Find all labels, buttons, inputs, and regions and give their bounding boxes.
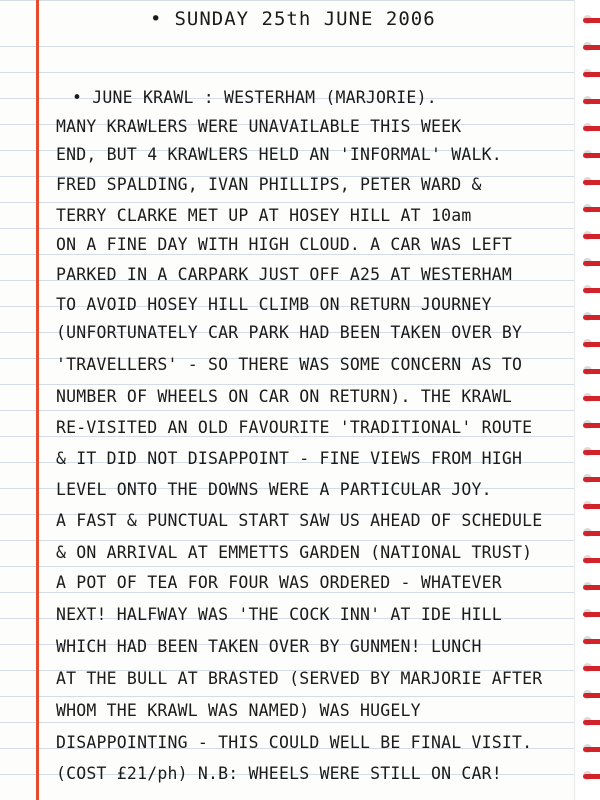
entry-bullet: • bbox=[72, 88, 83, 107]
binding-ring bbox=[583, 261, 600, 266]
entry-line: NUMBER OF WHEELS ON CAR ON RETURN). THE KRAWL bbox=[56, 387, 513, 406]
binding-ring bbox=[583, 747, 600, 752]
entry-title: JUNE KRAWL : WESTERHAM (MARJORIE). bbox=[92, 88, 437, 107]
diary-date-heading bbox=[150, 4, 530, 34]
binding-ring bbox=[583, 153, 600, 158]
binding-ring bbox=[583, 126, 600, 131]
binding-ring bbox=[583, 72, 600, 77]
entry-line: MANY KRAWLERS WERE UNAVAILABLE THIS WEEK bbox=[56, 117, 462, 136]
binding-ring bbox=[583, 234, 600, 239]
binding-ring bbox=[583, 423, 600, 428]
heading-bullet: • bbox=[150, 8, 163, 30]
entry-line: (UNFORTUNATELY CAR PARK HAD BEEN TAKEN OVER BY bbox=[56, 323, 523, 342]
entry-line: TERRY CLARKE MET UP AT HOSEY HILL AT 10am bbox=[56, 206, 472, 225]
entry-line: WHOM THE KRAWL WAS NAMED) WAS HUGELY bbox=[56, 701, 421, 720]
binding-ring bbox=[583, 693, 600, 698]
heading-date: SUNDAY 25th JUNE 2006 bbox=[174, 8, 436, 30]
entry-title-line bbox=[72, 85, 572, 111]
binding-ring bbox=[583, 315, 600, 320]
binding-ring bbox=[583, 720, 600, 725]
binding-ring bbox=[583, 666, 600, 671]
binding-ring bbox=[583, 180, 600, 185]
binding-ring bbox=[583, 585, 600, 590]
entry-line: WHICH HAD BEEN TAKEN OVER BY GUNMEN! LUNCH bbox=[56, 637, 482, 656]
binding-ring bbox=[583, 531, 600, 536]
binding-ring bbox=[583, 450, 600, 455]
binding-ring bbox=[583, 342, 600, 347]
entry-line: & IT DID NOT DISAPPOINT - FINE VIEWS FROM HIGH bbox=[56, 449, 523, 468]
binding-ring bbox=[583, 639, 600, 644]
entry-line: DISAPPOINTING - THIS COULD WELL BE FINAL VISIT. bbox=[56, 733, 533, 752]
binding-ring bbox=[583, 774, 600, 779]
entry-line: RE-VISITED AN OLD FAVOURITE 'TRADITIONAL' ROUTE bbox=[56, 418, 533, 437]
binding-ring bbox=[583, 369, 600, 374]
margin-rule bbox=[36, 0, 39, 800]
entry-line: PARKED IN A CARPARK JUST OFF A25 AT WESTERHAM bbox=[56, 265, 513, 284]
spiral-binding bbox=[574, 0, 600, 800]
binding-ring bbox=[583, 396, 600, 401]
binding-ring bbox=[583, 612, 600, 617]
entry-line: ON A FINE DAY WITH HIGH CLOUD. A CAR WAS LEFT bbox=[56, 235, 513, 254]
entry-line: A FAST & PUNCTUAL START SAW US AHEAD OF SCHEDULE bbox=[56, 511, 543, 530]
binding-ring bbox=[583, 288, 600, 293]
entry-line: NEXT! HALFWAY WAS 'THE COCK INN' AT IDE HILL bbox=[56, 605, 502, 624]
binding-ring bbox=[583, 504, 600, 509]
entry-line: A POT OF TEA FOR FOUR WAS ORDERED - WHATEVER bbox=[56, 573, 502, 592]
entry-line: LEVEL ONTO THE DOWNS WERE A PARTICULAR JOY. bbox=[56, 480, 492, 499]
binding-ring bbox=[583, 207, 600, 212]
binding-ring bbox=[583, 45, 600, 50]
entry-line: TO AVOID HOSEY HILL CLIMB ON RETURN JOURNEY bbox=[56, 295, 492, 314]
entry-line: & ON ARRIVAL AT EMMETTS GARDEN (NATIONAL TRUST) bbox=[56, 543, 533, 562]
entry-line: AT THE BULL AT BRASTED (SERVED BY MARJORIE AFTER bbox=[56, 669, 543, 688]
entry-line: FRED SPALDING, IVAN PHILLIPS, PETER WARD & bbox=[56, 175, 482, 194]
binding-ring bbox=[583, 99, 600, 104]
binding-ring bbox=[583, 477, 600, 482]
binding-ring bbox=[583, 18, 600, 23]
binding-ring bbox=[583, 558, 600, 563]
entry-line: 'TRAVELLERS' - SO THERE WAS SOME CONCERN AS TO bbox=[56, 355, 523, 374]
entry-line: (COST £21/ph) N.B: WHEELS WERE STILL ON CAR! bbox=[56, 764, 502, 783]
entry-line: END, BUT 4 KRAWLERS HELD AN 'INFORMAL' WALK. bbox=[56, 145, 502, 164]
